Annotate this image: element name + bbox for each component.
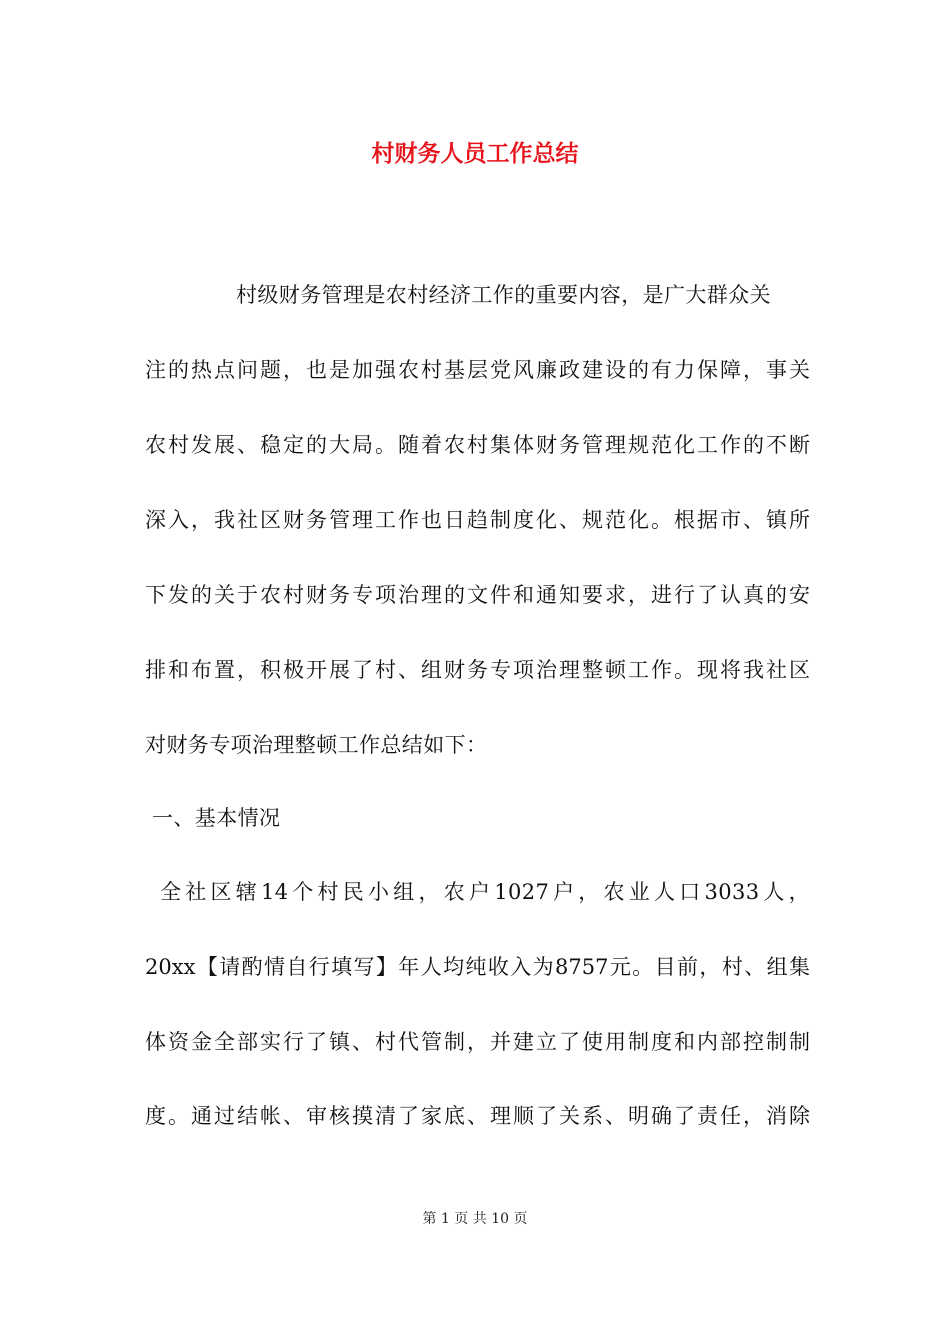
section-heading: 一、基本情况	[152, 806, 281, 830]
paragraph-line: 农村发展、稳定的大局。随着农村集体财务管理规范化工作的不断	[145, 433, 810, 457]
paragraph-line: 深入，我社区财务管理工作也日趋制度化、规范化。根据市、镇所	[145, 508, 810, 532]
paragraph-line: 排和布置，积极开展了村、组财务专项治理整顿工作。现将我社区	[145, 658, 810, 682]
paragraph-line: 村级财务管理是农村经济工作的重要内容，是广大群众关	[236, 283, 771, 307]
document-title: 村财务人员工作总结	[371, 140, 579, 167]
paragraph-line: 20xx【请酌情自行填写】年人均纯收入为8757元。目前，村、组集	[145, 955, 810, 979]
paragraph-line: 对财务专项治理整顿工作总结如下：	[145, 733, 488, 757]
paragraph-line: 注的热点问题，也是加强农村基层党风廉政建设的有力保障，事关	[145, 358, 810, 382]
paragraph-line: 体资金全部实行了镇、村代管制，并建立了使用制度和内部控制制	[145, 1030, 810, 1054]
paragraph-line: 全社区辖14个村民小组，农户1027户，农业人口3033人，	[160, 880, 810, 904]
page-footer: 第 1 页 共 10 页	[422, 1211, 528, 1227]
paragraph-line: 下发的关于农村财务专项治理的文件和通知要求，进行了认真的安	[145, 583, 810, 607]
paragraph-line: 度。通过结帐、审核摸清了家底、理顺了关系、明确了责任，消除	[145, 1104, 810, 1128]
